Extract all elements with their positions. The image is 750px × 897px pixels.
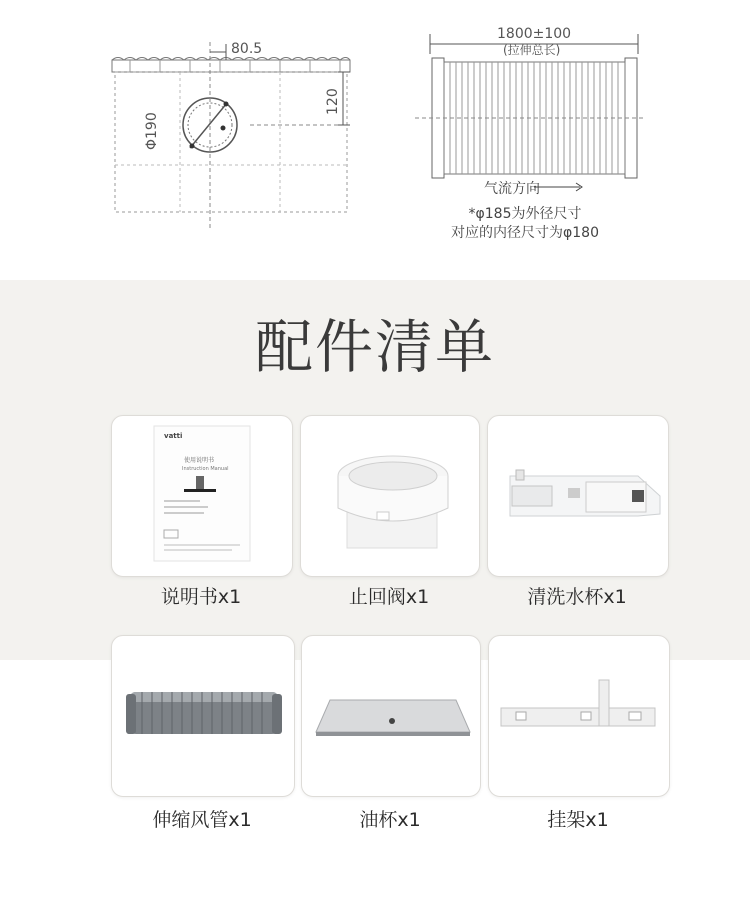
manual-icon xyxy=(112,416,292,576)
accessory-list-title: 配件清单 xyxy=(254,313,495,381)
airflow-label: 气流方向 xyxy=(484,181,540,197)
duct-length-dimension: 1800±100 xyxy=(497,26,572,42)
item-label-check-valve: 止回阀x1 xyxy=(348,586,430,608)
flexible-duct-icon xyxy=(112,636,294,796)
height-dimension: 120 xyxy=(325,88,341,115)
manual-card xyxy=(111,415,293,577)
manual-subtitle: Instruction Manual xyxy=(182,466,229,472)
outlet-circle xyxy=(183,42,350,230)
offset-dimension: 80.5 xyxy=(231,41,263,57)
water-cup-card xyxy=(487,415,669,577)
diameter-note-line2: 对应的内径尺寸为φ180 xyxy=(451,225,599,241)
item-label-manual: 说明书x1 xyxy=(160,586,242,608)
hood-dimension-drawing xyxy=(100,30,460,260)
duct-length-note: (拉伸总长) xyxy=(503,43,561,57)
item-label-mounting-bracket: 挂架x1 xyxy=(547,809,609,831)
water-cup-icon xyxy=(488,416,668,576)
mounting-bracket-card xyxy=(488,635,670,797)
check-valve-card xyxy=(300,415,480,577)
check-valve-icon xyxy=(301,416,479,576)
manual-title: 使用说明书 xyxy=(184,457,215,464)
oil-cup-card xyxy=(301,635,481,797)
flexible-duct-card xyxy=(111,635,295,797)
diameter-dimension: Φ190 xyxy=(144,112,160,150)
oil-cup-icon xyxy=(302,636,480,796)
item-label-water-cup: 清洗水杯x1 xyxy=(527,586,627,608)
diameter-note xyxy=(430,205,620,243)
item-label-flexible-duct: 伸缩风管x1 xyxy=(152,809,252,831)
mounting-bracket-icon xyxy=(489,636,669,796)
manual-brand: vatti xyxy=(164,432,183,440)
duct-outline xyxy=(415,58,645,178)
wall-strip xyxy=(112,58,350,73)
diameter-note-line1: *φ185为外径尺寸 xyxy=(468,206,582,222)
item-label-oil-cup: 油杯x1 xyxy=(359,809,421,831)
